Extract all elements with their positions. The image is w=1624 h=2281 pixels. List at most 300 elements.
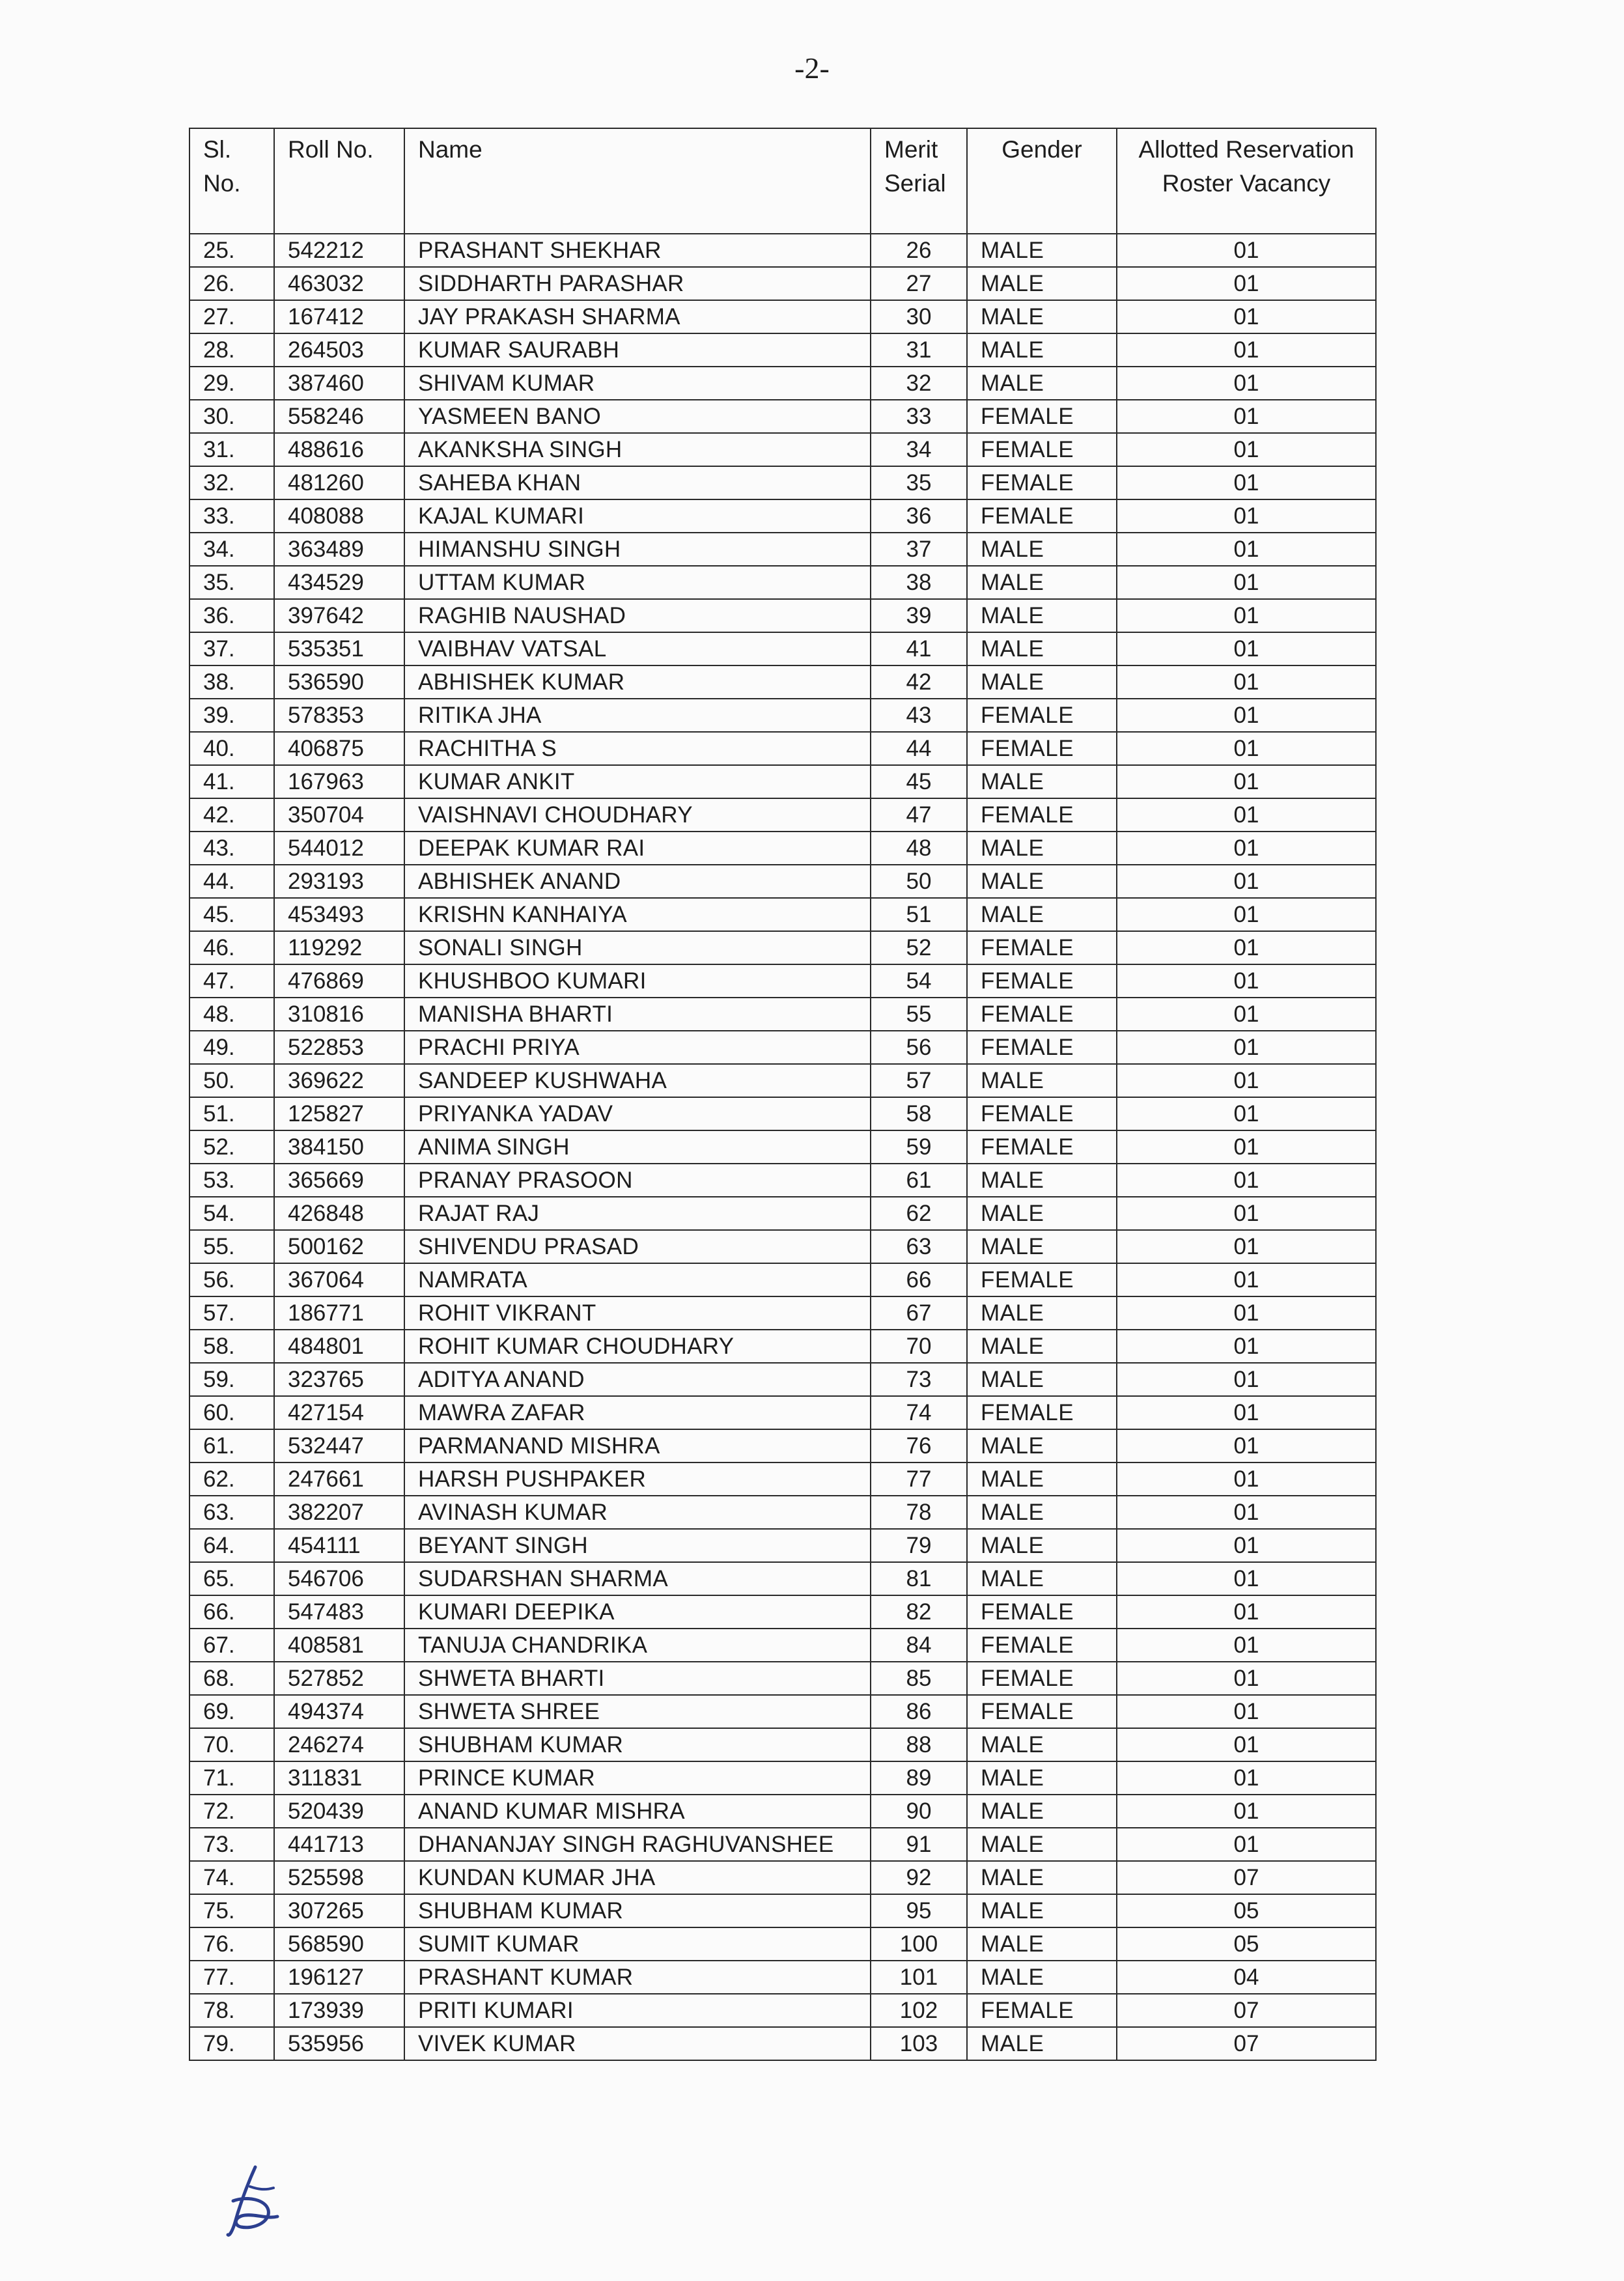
cell-roll-no: 441713 [274,1828,404,1861]
cell-name: JAY PRAKASH SHARMA [404,300,871,333]
cell-allotted-vacancy: 01 [1117,1197,1376,1230]
cell-merit-serial: 27 [871,267,967,300]
table-row [189,367,1376,400]
cell-merit-serial: 89 [871,1761,967,1795]
cell-merit-serial: 50 [871,865,967,898]
cell-gender: MALE [967,267,1117,300]
cell-allotted-vacancy: 01 [1117,1296,1376,1330]
cell-name: ANAND KUMAR MISHRA [404,1795,871,1828]
cell-allotted-vacancy: 01 [1117,300,1376,333]
cell-sl-no: 47. [189,964,274,998]
cell-roll-no: 365669 [274,1164,404,1197]
cell-merit-serial: 63 [871,1230,967,1263]
cell-allotted-vacancy: 01 [1117,1728,1376,1761]
cell-roll-no: 484801 [274,1330,404,1363]
cell-name: ROHIT VIKRANT [404,1296,871,1330]
header-allotted-vacancy: Allotted Reservation Roster Vacancy [1117,128,1376,234]
cell-gender: MALE [967,665,1117,699]
cell-allotted-vacancy: 05 [1117,1894,1376,1927]
table-row [189,1296,1376,1330]
cell-gender: MALE [967,1197,1117,1230]
cell-sl-no: 32. [189,466,274,499]
table-row [189,1595,1376,1629]
cell-gender: FEMALE [967,466,1117,499]
cell-gender: MALE [967,300,1117,333]
cell-roll-no: 434529 [274,566,404,599]
table-row [189,1728,1376,1761]
cell-name: SANDEEP KUSHWAHA [404,1064,871,1097]
cell-roll-no: 454111 [274,1529,404,1562]
cell-name: RAGHIB NAUSHAD [404,599,871,632]
cell-gender: FEMALE [967,1994,1117,2027]
cell-merit-serial: 84 [871,1629,967,1662]
cell-sl-no: 40. [189,732,274,765]
cell-allotted-vacancy: 01 [1117,1562,1376,1595]
cell-roll-no: 481260 [274,466,404,499]
cell-name: SHUBHAM KUMAR [404,1894,871,1927]
cell-roll-no: 578353 [274,699,404,732]
cell-roll-no: 167412 [274,300,404,333]
cell-merit-serial: 74 [871,1396,967,1429]
cell-gender: MALE [967,1861,1117,1894]
cell-merit-serial: 78 [871,1496,967,1529]
table-row [189,1097,1376,1130]
cell-gender: MALE [967,832,1117,865]
header-merit-serial: Merit Serial [871,128,967,234]
cell-roll-no: 525598 [274,1861,404,1894]
cell-roll-no: 247661 [274,1462,404,1496]
cell-sl-no: 78. [189,1994,274,2027]
cell-gender: FEMALE [967,998,1117,1031]
cell-gender: MALE [967,2027,1117,2060]
cell-sl-no: 76. [189,1927,274,1961]
cell-name: KRISHN KANHAIYA [404,898,871,931]
table-row [189,1197,1376,1230]
cell-merit-serial: 90 [871,1795,967,1828]
cell-name: MANISHA BHARTI [404,998,871,1031]
cell-gender: MALE [967,1462,1117,1496]
cell-roll-no: 535351 [274,632,404,665]
cell-merit-serial: 66 [871,1263,967,1296]
cell-roll-no: 494374 [274,1695,404,1728]
cell-allotted-vacancy: 01 [1117,832,1376,865]
cell-roll-no: 186771 [274,1296,404,1330]
table-row [189,1130,1376,1164]
cell-name: KAJAL KUMARI [404,499,871,533]
cell-gender: MALE [967,1296,1117,1330]
cell-sl-no: 62. [189,1462,274,1496]
cell-name: SHUBHAM KUMAR [404,1728,871,1761]
cell-allotted-vacancy: 01 [1117,599,1376,632]
handwritten-signature-icon [215,2162,287,2240]
cell-allotted-vacancy: 05 [1117,1927,1376,1961]
cell-sl-no: 34. [189,533,274,566]
page-number: -2- [794,51,830,85]
table-row [189,333,1376,367]
cell-merit-serial: 37 [871,533,967,566]
cell-gender: MALE [967,1429,1117,1462]
cell-sl-no: 27. [189,300,274,333]
cell-sl-no: 67. [189,1629,274,1662]
cell-sl-no: 33. [189,499,274,533]
cell-name: ANIMA SINGH [404,1130,871,1164]
table-row [189,2027,1376,2060]
cell-gender: FEMALE [967,1695,1117,1728]
cell-sl-no: 38. [189,665,274,699]
cell-sl-no: 55. [189,1230,274,1263]
table-body [189,234,1376,2060]
cell-merit-serial: 82 [871,1595,967,1629]
cell-roll-no: 363489 [274,533,404,566]
table-row [189,1894,1376,1927]
header-sl-no: Sl. No. [189,128,274,234]
table-row [189,1961,1376,1994]
cell-roll-no: 408088 [274,499,404,533]
cell-merit-serial: 67 [871,1296,967,1330]
table-row [189,732,1376,765]
cell-allotted-vacancy: 01 [1117,1529,1376,1562]
cell-sl-no: 74. [189,1861,274,1894]
table-row [189,1330,1376,1363]
cell-name: YASMEEN BANO [404,400,871,433]
cell-allotted-vacancy: 01 [1117,267,1376,300]
cell-sl-no: 50. [189,1064,274,1097]
cell-sl-no: 42. [189,798,274,832]
cell-sl-no: 72. [189,1795,274,1828]
cell-sl-no: 37. [189,632,274,665]
cell-merit-serial: 59 [871,1130,967,1164]
cell-gender: FEMALE [967,1629,1117,1662]
cell-allotted-vacancy: 07 [1117,1861,1376,1894]
cell-allotted-vacancy: 01 [1117,1761,1376,1795]
cell-sl-no: 57. [189,1296,274,1330]
cell-roll-no: 535956 [274,2027,404,2060]
cell-merit-serial: 34 [871,433,967,466]
cell-sl-no: 52. [189,1130,274,1164]
table-row [189,466,1376,499]
cell-name: SUDARSHAN SHARMA [404,1562,871,1595]
cell-roll-no: 367064 [274,1263,404,1296]
table-row [189,1629,1376,1662]
cell-name: KHUSHBOO KUMARI [404,964,871,998]
cell-roll-no: 488616 [274,433,404,466]
cell-roll-no: 119292 [274,931,404,964]
cell-allotted-vacancy: 01 [1117,1263,1376,1296]
cell-roll-no: 384150 [274,1130,404,1164]
cell-allotted-vacancy: 01 [1117,1662,1376,1695]
cell-roll-no: 408581 [274,1629,404,1662]
cell-roll-no: 427154 [274,1396,404,1429]
cell-allotted-vacancy: 01 [1117,998,1376,1031]
cell-name: PRASHANT SHEKHAR [404,234,871,267]
cell-allotted-vacancy: 01 [1117,466,1376,499]
cell-sl-no: 64. [189,1529,274,1562]
cell-merit-serial: 42 [871,665,967,699]
cell-name: PARMANAND MISHRA [404,1429,871,1462]
table-row [189,1695,1376,1728]
table-row [189,898,1376,931]
cell-name: SONALI SINGH [404,931,871,964]
cell-merit-serial: 57 [871,1064,967,1097]
cell-gender: MALE [967,1795,1117,1828]
cell-name: HIMANSHU SINGH [404,533,871,566]
cell-gender: MALE [967,1064,1117,1097]
cell-roll-no: 387460 [274,367,404,400]
cell-gender: FEMALE [967,1662,1117,1695]
cell-roll-no: 558246 [274,400,404,433]
cell-gender: FEMALE [967,798,1117,832]
cell-name: SHIVENDU PRASAD [404,1230,871,1263]
cell-merit-serial: 33 [871,400,967,433]
cell-name: HARSH PUSHPAKER [404,1462,871,1496]
cell-allotted-vacancy: 01 [1117,1363,1376,1396]
cell-sl-no: 54. [189,1197,274,1230]
cell-roll-no: 520439 [274,1795,404,1828]
cell-merit-serial: 79 [871,1529,967,1562]
cell-roll-no: 350704 [274,798,404,832]
cell-allotted-vacancy: 01 [1117,1496,1376,1529]
cell-sl-no: 66. [189,1595,274,1629]
cell-name: PRIYANKA YADAV [404,1097,871,1130]
cell-allotted-vacancy: 01 [1117,632,1376,665]
cell-allotted-vacancy: 01 [1117,433,1376,466]
cell-name: TANUJA CHANDRIKA [404,1629,871,1662]
table-row [189,1429,1376,1462]
cell-merit-serial: 100 [871,1927,967,1961]
cell-sl-no: 35. [189,566,274,599]
cell-sl-no: 68. [189,1662,274,1695]
header-row [189,128,1376,234]
table-row [189,1164,1376,1197]
cell-merit-serial: 31 [871,333,967,367]
cell-name: PRITI KUMARI [404,1994,871,2027]
cell-gender: FEMALE [967,499,1117,533]
table-row [189,433,1376,466]
cell-name: AVINASH KUMAR [404,1496,871,1529]
cell-roll-no: 476869 [274,964,404,998]
cell-sl-no: 49. [189,1031,274,1064]
cell-sl-no: 28. [189,333,274,367]
cell-gender: FEMALE [967,1595,1117,1629]
cell-allotted-vacancy: 04 [1117,1961,1376,1994]
cell-merit-serial: 51 [871,898,967,931]
cell-name: PRANAY PRASOON [404,1164,871,1197]
cell-sl-no: 39. [189,699,274,732]
cell-merit-serial: 26 [871,234,967,267]
cell-merit-serial: 44 [871,732,967,765]
cell-merit-serial: 39 [871,599,967,632]
cell-merit-serial: 88 [871,1728,967,1761]
cell-gender: MALE [967,1828,1117,1861]
cell-merit-serial: 56 [871,1031,967,1064]
cell-gender: MALE [967,1529,1117,1562]
cell-merit-serial: 103 [871,2027,967,2060]
table-row [189,865,1376,898]
cell-gender: FEMALE [967,433,1117,466]
cell-roll-no: 426848 [274,1197,404,1230]
cell-merit-serial: 32 [871,367,967,400]
cell-allotted-vacancy: 01 [1117,898,1376,931]
table-row [189,400,1376,433]
cell-roll-no: 568590 [274,1927,404,1961]
cell-gender: FEMALE [967,1130,1117,1164]
cell-merit-serial: 43 [871,699,967,732]
cell-roll-no: 125827 [274,1097,404,1130]
cell-roll-no: 500162 [274,1230,404,1263]
table-row [189,1064,1376,1097]
cell-sl-no: 79. [189,2027,274,2060]
cell-sl-no: 77. [189,1961,274,1994]
cell-gender: MALE [967,898,1117,931]
cell-gender: FEMALE [967,964,1117,998]
cell-sl-no: 58. [189,1330,274,1363]
table-row [189,1927,1376,1961]
cell-allotted-vacancy: 01 [1117,1695,1376,1728]
cell-gender: MALE [967,234,1117,267]
cell-merit-serial: 35 [871,466,967,499]
table-row [189,1529,1376,1562]
cell-gender: MALE [967,1894,1117,1927]
cell-sl-no: 51. [189,1097,274,1130]
header-roll-no: Roll No. [274,128,404,234]
cell-roll-no: 547483 [274,1595,404,1629]
cell-allotted-vacancy: 01 [1117,798,1376,832]
cell-sl-no: 36. [189,599,274,632]
cell-sl-no: 45. [189,898,274,931]
table-row [189,998,1376,1031]
cell-name: VAISHNAVI CHOUDHARY [404,798,871,832]
cell-roll-no: 310816 [274,998,404,1031]
cell-sl-no: 25. [189,234,274,267]
cell-merit-serial: 86 [871,1695,967,1728]
cell-allotted-vacancy: 01 [1117,400,1376,433]
cell-name: SHWETA BHARTI [404,1662,871,1695]
cell-name: NAMRATA [404,1263,871,1296]
cell-gender: MALE [967,1728,1117,1761]
cell-gender: MALE [967,1363,1117,1396]
cell-gender: MALE [967,367,1117,400]
table-row [189,1363,1376,1396]
table-row [189,632,1376,665]
cell-merit-serial: 45 [871,765,967,798]
cell-name: ABHISHEK ANAND [404,865,871,898]
cell-gender: MALE [967,1927,1117,1961]
cell-gender: MALE [967,765,1117,798]
table-row [189,832,1376,865]
cell-gender: FEMALE [967,732,1117,765]
cell-merit-serial: 62 [871,1197,967,1230]
table-row [189,1562,1376,1595]
cell-sl-no: 26. [189,267,274,300]
cell-gender: MALE [967,1230,1117,1263]
cell-gender: MALE [967,632,1117,665]
table-row [189,1861,1376,1894]
table-row [189,1828,1376,1861]
cell-gender: MALE [967,1496,1117,1529]
cell-allotted-vacancy: 01 [1117,1595,1376,1629]
cell-roll-no: 546706 [274,1562,404,1595]
cell-roll-no: 542212 [274,234,404,267]
cell-merit-serial: 85 [871,1662,967,1695]
cell-allotted-vacancy: 01 [1117,765,1376,798]
table-row [189,1994,1376,2027]
cell-merit-serial: 55 [871,998,967,1031]
cell-sl-no: 63. [189,1496,274,1529]
cell-allotted-vacancy: 01 [1117,234,1376,267]
cell-gender: MALE [967,566,1117,599]
cell-roll-no: 532447 [274,1429,404,1462]
cell-sl-no: 65. [189,1562,274,1595]
cell-gender: FEMALE [967,699,1117,732]
cell-name: SHWETA SHREE [404,1695,871,1728]
cell-allotted-vacancy: 01 [1117,1429,1376,1462]
cell-name: ROHIT KUMAR CHOUDHARY [404,1330,871,1363]
cell-sl-no: 59. [189,1363,274,1396]
table-row [189,1795,1376,1828]
cell-sl-no: 46. [189,931,274,964]
cell-name: PRINCE KUMAR [404,1761,871,1795]
cell-roll-no: 196127 [274,1961,404,1994]
cell-name: RAJAT RAJ [404,1197,871,1230]
cell-allotted-vacancy: 01 [1117,1629,1376,1662]
table-row [189,566,1376,599]
cell-name: RACHITHA S [404,732,871,765]
cell-sl-no: 41. [189,765,274,798]
cell-name: SHIVAM KUMAR [404,367,871,400]
cell-roll-no: 536590 [274,665,404,699]
cell-roll-no: 293193 [274,865,404,898]
cell-merit-serial: 41 [871,632,967,665]
table-row [189,1230,1376,1263]
cell-allotted-vacancy: 01 [1117,964,1376,998]
cell-roll-no: 307265 [274,1894,404,1927]
cell-roll-no: 463032 [274,267,404,300]
cell-sl-no: 60. [189,1396,274,1429]
cell-sl-no: 56. [189,1263,274,1296]
cell-name: DHANANJAY SINGH RAGHUVANSHEE [404,1828,871,1861]
cell-merit-serial: 52 [871,931,967,964]
cell-name: VAIBHAV VATSAL [404,632,871,665]
cell-name: AKANKSHA SINGH [404,433,871,466]
cell-roll-no: 246274 [274,1728,404,1761]
cell-gender: MALE [967,1164,1117,1197]
table-row [189,1462,1376,1496]
table-row [189,1662,1376,1695]
cell-roll-no: 369622 [274,1064,404,1097]
cell-allotted-vacancy: 01 [1117,1230,1376,1263]
cell-merit-serial: 76 [871,1429,967,1462]
cell-roll-no: 173939 [274,1994,404,2027]
cell-merit-serial: 77 [871,1462,967,1496]
cell-sl-no: 73. [189,1828,274,1861]
cell-name: ABHISHEK KUMAR [404,665,871,699]
cell-name: MAWRA ZAFAR [404,1396,871,1429]
cell-allotted-vacancy: 07 [1117,1994,1376,2027]
table-row [189,1396,1376,1429]
cell-sl-no: 44. [189,865,274,898]
cell-sl-no: 48. [189,998,274,1031]
table-row [189,964,1376,998]
cell-roll-no: 522853 [274,1031,404,1064]
cell-roll-no: 323765 [274,1363,404,1396]
cell-sl-no: 69. [189,1695,274,1728]
cell-gender: FEMALE [967,1263,1117,1296]
table-row [189,267,1376,300]
cell-name: BEYANT SINGH [404,1529,871,1562]
table-row [189,1263,1376,1296]
cell-gender: FEMALE [967,1031,1117,1064]
cell-name: SUMIT KUMAR [404,1927,871,1961]
